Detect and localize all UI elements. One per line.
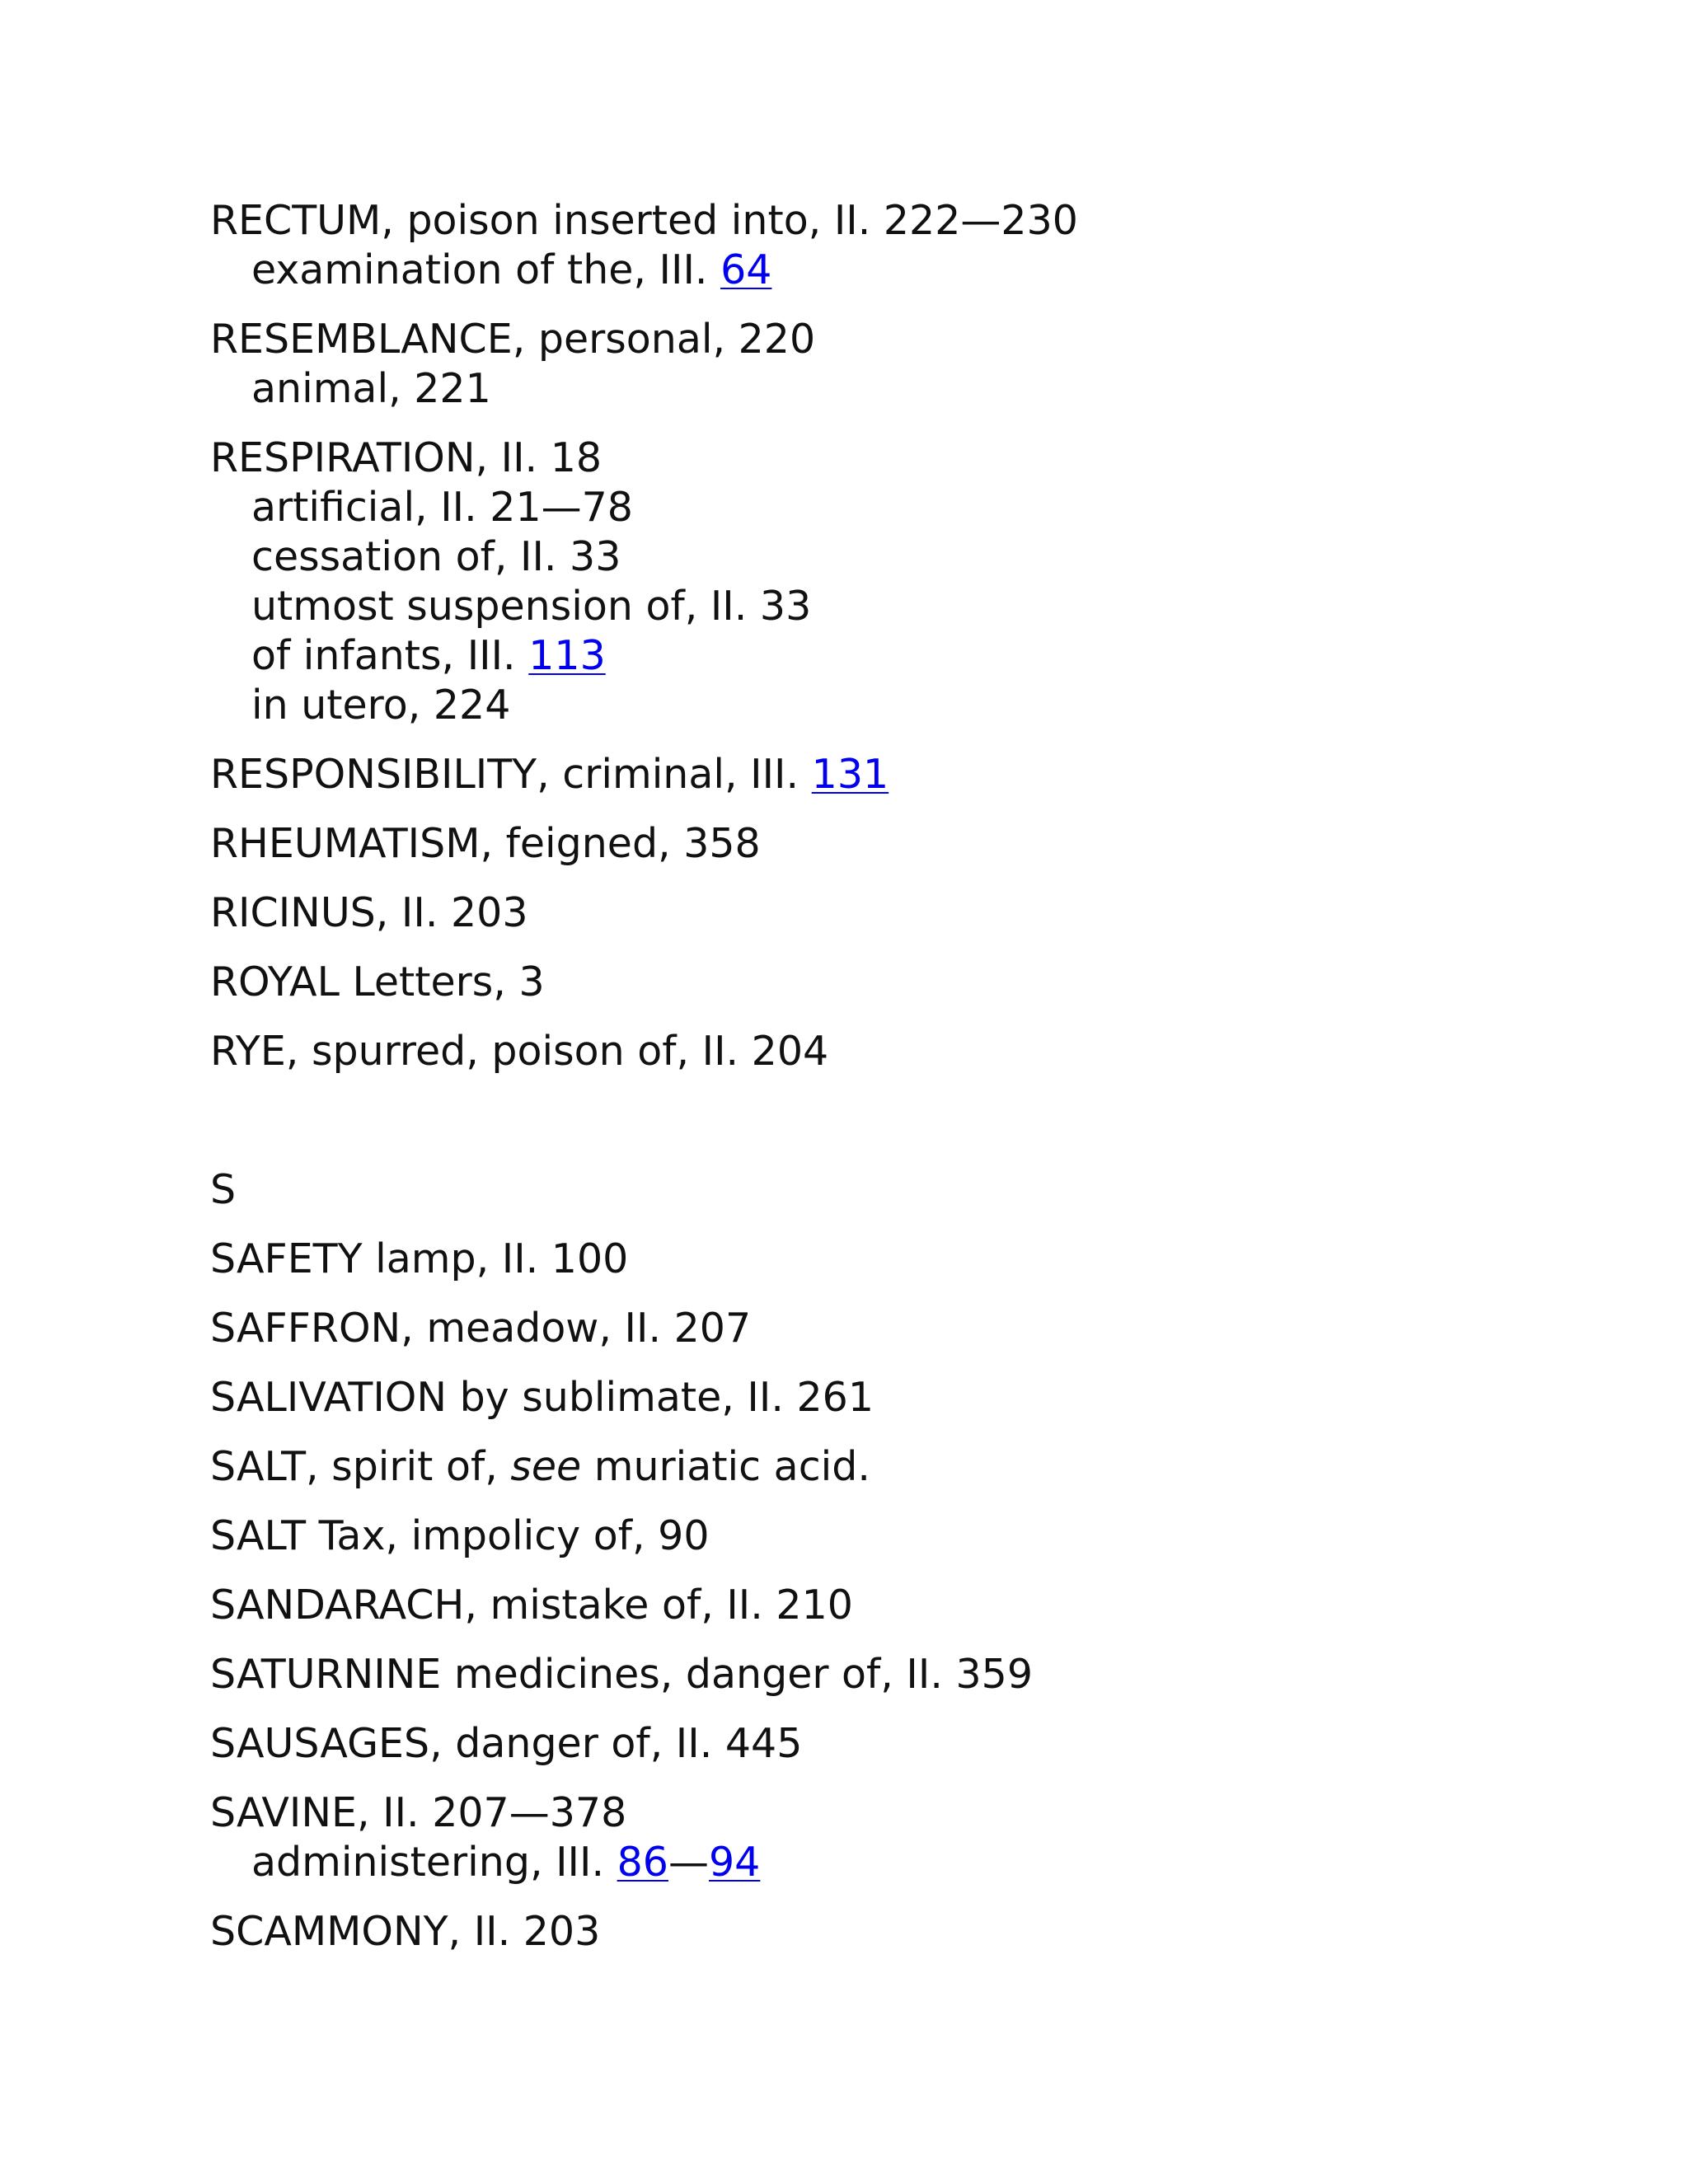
index-entry-sausages [210, 1719, 1611, 1769]
page-link[interactable]: 113 [528, 632, 606, 679]
index-entry-safety [210, 1235, 1611, 1284]
index-entry-salt-spirit [210, 1442, 1611, 1492]
entry-main: SAFETY lamp, II. 100 [210, 1235, 629, 1282]
index-entry-royal [210, 958, 1611, 1007]
page-link[interactable]: 64 [720, 246, 772, 293]
index-entry-respiration [210, 434, 1611, 730]
entry-main-text: SALT, spirit of, [210, 1443, 511, 1490]
page-link[interactable]: 131 [811, 751, 889, 798]
entry-sub: cessation of, II. 33 [251, 533, 621, 580]
index-entry-salt-tax [210, 1511, 1611, 1561]
index-entry-rectum [210, 196, 1611, 295]
index-entry-salivation [210, 1373, 1611, 1422]
entry-main: RICINUS, II. 203 [210, 889, 528, 936]
entry-main: SAFFRON, meadow, II. 207 [210, 1305, 752, 1352]
entry-main: SANDARACH, mistake of, II. 210 [210, 1582, 853, 1629]
entry-sub-text: examination of the, III. [251, 246, 721, 293]
entry-sub: animal, 221 [251, 365, 491, 412]
entry-main-text: muriatic acid. [581, 1443, 870, 1490]
entry-main [210, 1442, 1611, 1492]
entry-sub: utmost suspension of, II. 33 [251, 583, 812, 630]
index-entry-sandarach [210, 1581, 1611, 1630]
entry-sub-text: administering, III. [251, 1839, 617, 1886]
entry-sub: artificial, II. 21—78 [251, 484, 633, 531]
index-entry-rye [210, 1027, 1611, 1076]
entry-sub [210, 631, 1611, 681]
entry-sub-text: of infants, III. [251, 632, 529, 679]
index-entry-responsibility [210, 750, 1611, 799]
entry-main: SATURNINE medicines, danger of, II. 359 [210, 1651, 1034, 1698]
page-link[interactable]: 86 [617, 1839, 668, 1886]
entry-sub [210, 1838, 1611, 1887]
entry-main: SAUSAGES, danger of, II. 445 [210, 1720, 803, 1767]
entry-main: RYE, spurred, poison of, II. 204 [210, 1028, 829, 1075]
index-entry-rheumatism [210, 819, 1611, 869]
entry-main: SAVINE, II. 207—378 [210, 1789, 627, 1836]
section-heading: S [210, 1166, 237, 1213]
entry-main-text: RESPONSIBILITY, criminal, III. [210, 751, 812, 798]
index-entry-resemblance [210, 315, 1611, 414]
range-dash: — [668, 1839, 709, 1886]
index-entry-scammony [210, 1907, 1611, 1957]
index-entry-ricinus [210, 888, 1611, 938]
entry-main: SCAMMONY, II. 203 [210, 1908, 601, 1955]
see-reference: see [510, 1443, 582, 1490]
entry-main: ROYAL Letters, 3 [210, 958, 545, 1005]
entry-main: SALIVATION by sublimate, II. 261 [210, 1374, 874, 1421]
entry-main: RECTUM, poison inserted into, II. 222—230 [210, 197, 1078, 244]
index-entry-savine [210, 1788, 1611, 1887]
entry-main: RESPIRATION, II. 18 [210, 434, 603, 481]
index-page [210, 196, 1611, 1976]
page-link[interactable]: 94 [708, 1839, 761, 1886]
index-entry-saffron [210, 1304, 1611, 1353]
entry-main: RESEMBLANCE, personal, 220 [210, 316, 816, 363]
entry-main: RHEUMATISM, feigned, 358 [210, 820, 761, 867]
index-entry-saturnine [210, 1650, 1611, 1699]
entry-sub: in utero, 224 [251, 682, 511, 729]
entry-sub [210, 246, 1611, 295]
entry-main [210, 750, 1611, 799]
entry-main: SALT Tax, impolicy of, 90 [210, 1512, 710, 1559]
